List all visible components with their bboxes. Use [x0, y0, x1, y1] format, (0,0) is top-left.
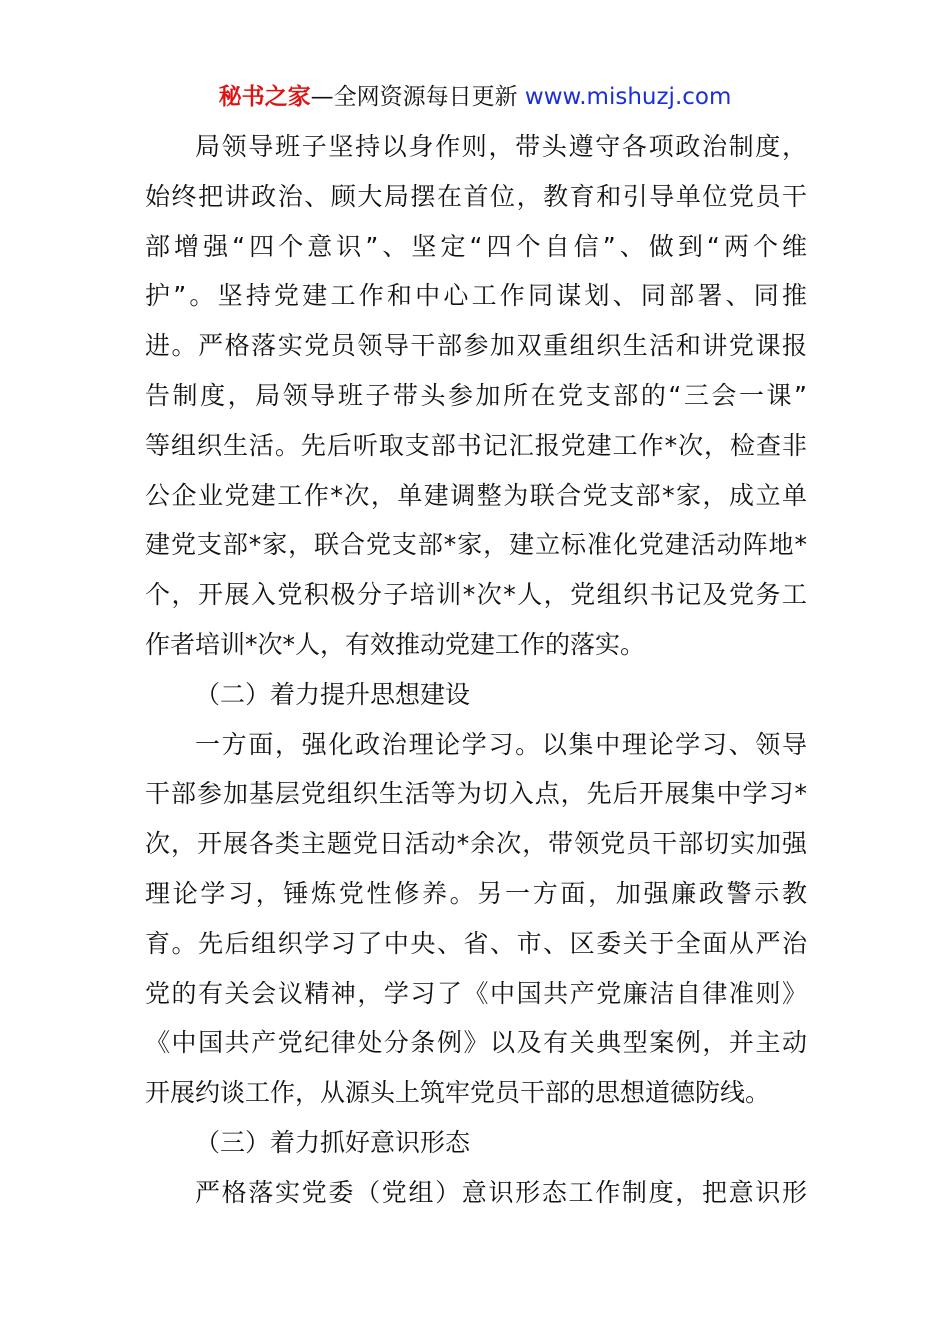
paragraph-line: 局领导班子坚持以身作则，带头遵守各项政治制度， [195, 132, 807, 161]
section-heading: （三）着力抓好意识形态 [195, 1127, 471, 1157]
paragraph-line: 《中国共产党纪律处分条例》以及有关典型案例，并主动 [145, 1028, 807, 1058]
paragraph-line: 始终把讲政治、顾大局摆在首位，教育和引导单位党员干 [145, 181, 807, 211]
paragraph-line: 个，开展入党积极分子培训*次*人，党组织书记及党务工 [145, 580, 807, 610]
paragraph-line: 开展约谈工作，从源头上筑牢党员干部的思想道德防线。 [145, 1078, 771, 1108]
paragraph-line: 进。严格落实党员领导干部参加双重组织生活和讲党课报 [145, 331, 807, 361]
site-slogan: —全网资源每日更新 [310, 84, 518, 110]
section-heading: （二）着力提升思想建设 [195, 679, 471, 709]
paragraph-line: 次，开展各类主题党日活动*余次，带领党员干部切实加强 [145, 829, 807, 859]
paragraph-line: 理论学习，锤炼党性修养。另一方面，加强廉政警示教 [145, 878, 807, 908]
document-body [145, 122, 807, 1218]
paragraph-line: 干部参加基层党组织生活等为切入点，先后开展集中学习* [145, 779, 807, 809]
site-header [0, 80, 950, 114]
site-url-link[interactable]: www.mishuzj.com [524, 84, 732, 110]
paragraph-line: 部增强“四个意识”、坚定“四个自信”、做到“两个维 [145, 231, 807, 261]
paragraph-line: 一方面，强化政治理论学习。以集中理论学习、领导 [195, 729, 807, 759]
paragraph-line: 党的有关会议精神，学习了《中国共产党廉洁自律准则》 [145, 978, 807, 1008]
paragraph-line: 告制度，局领导班子带头参加所在党支部的“三会一课” [145, 380, 807, 410]
paragraph-line: 育。先后组织学习了中央、省、市、区委关于全面从严治 [145, 928, 807, 958]
paragraph-line: 公企业党建工作*次，单建调整为联合党支部*家，成立单 [145, 480, 807, 510]
paragraph-line: 等组织生活。先后听取支部书记汇报党建工作*次，检查非 [145, 430, 807, 460]
paragraph-line: 护”。坚持党建工作和中心工作同谋划、同部署、同推 [145, 281, 807, 311]
paragraph-line: 严格落实党委（党组）意识形态工作制度，把意识形 [195, 1177, 807, 1207]
paragraph-line: 建党支部*家，联合党支部*家，建立标准化党建活动阵地* [145, 530, 807, 560]
paragraph-line: 作者培训*次*人，有效推动党建工作的落实。 [145, 629, 646, 659]
site-brand: 秘书之家 [218, 84, 311, 110]
